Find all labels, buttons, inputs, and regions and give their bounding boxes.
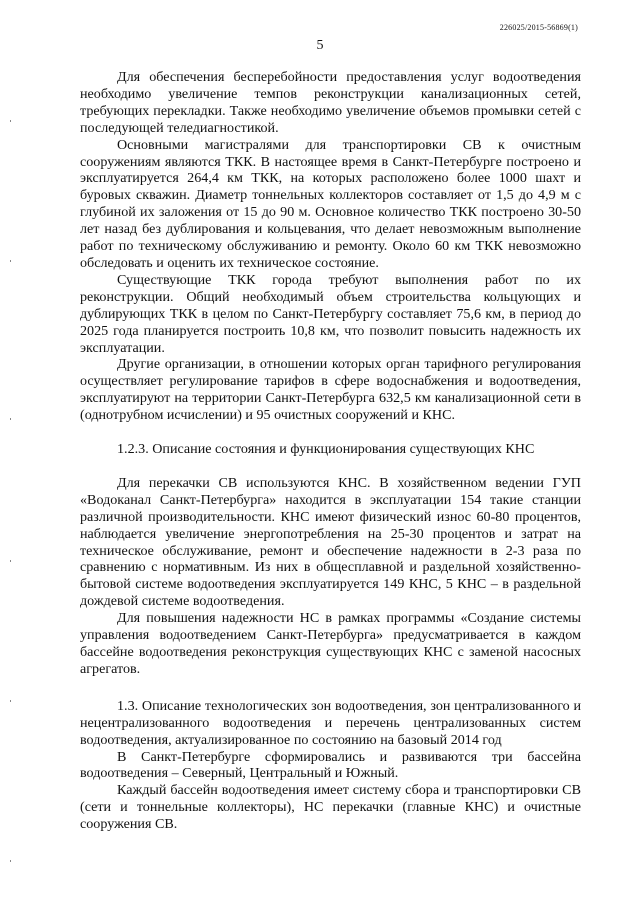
scan-edge-marks bbox=[10, 0, 12, 905]
paragraph: Для обеспечения бесперебойности предоставления услуг водоотведения необходимо увеличение темпов реконструкции канализационных сетей, требующих перекладки. Также необходимо увеличение объемов промывки сетей с последующей теледиагностикой. bbox=[80, 69, 581, 136]
paragraph: Каждый бассейн водоотведения имеет систему сбора и транспортировки СВ (сети и тоннельные коллекторы), НС перекачки (главные КНС) и очистные сооружения СВ. bbox=[80, 782, 581, 833]
paragraph: В Санкт-Петербурге сформировались и развиваются три бассейна водоотведения – Северный, Центральный и Южный. bbox=[80, 748, 581, 782]
paragraph: Существующие ТКК города требуют выполнения работ по их реконструкции. Общий необходимый объем строительства кольцующих и дублирующих ТКК в целом по Санкт-Петербургу составляет 75,6 км, в период до 2025 года планируется построить 10,8 км, что позволит повысить надежность их эксплуатации. bbox=[80, 271, 581, 356]
section-heading-1-2-3: 1.2.3. Описание состояния и функционирования существующих КНС bbox=[117, 441, 535, 458]
page-number: 5 bbox=[316, 38, 324, 53]
document-id: 226025/2015-56869(1) bbox=[499, 23, 578, 32]
section-heading-1-3: 1.3. Описание технологических зон водоотведения, зон централизованного и нецентрализованного водоотведения и перечень централизованных систем водоотведения, актуализированное по состоянию на базовый 2014 год bbox=[80, 697, 581, 748]
paragraph: Для повышения надежности НС в рамках программы «Создание системы управления водоотведением Санкт-Петербурга» предусматривается в каждом бассейне водоотведения реконструкция существующих КНС с заменой насосных агрегатов. bbox=[80, 610, 581, 677]
document-body bbox=[80, 69, 581, 833]
paragraph: Другие организации, в отношении которых орган тарифного регулирования осуществляет регулирование тарифов в сфере водоснабжения и водоотведения, эксплуатируют на территории Санкт-Петербурга 632,5 км канализационной сети в (однотрубном исчислении) и 95 очистных сооружений и КНС. bbox=[80, 356, 581, 424]
paragraph: Основными магистралями для транспортировки СВ к очистным сооружениям являются ТКК. В настоящее время в Санкт-Петербурге построено и эксплуатируется 264,4 км ТКК, на которых расположено более 1000 шахт и буровых скважин. Диаметр тоннельных коллекторов составляет от 1,5 до 4,9 м с глубиной их заложения от 15 до 90 м. Основное количество ТКК построено 30-50 лет назад без дублирования и кольцевания, что делает невозможным выполнение работ по техническому обслуживанию и ремонту. Около 60 км ТКК невозможно обследовать и оценить их техническое состояние. bbox=[80, 136, 581, 271]
paragraph: Для перекачки СВ используются КНС. В хозяйственном ведении ГУП «Водоканал Санкт-Петербурга» находится в эксплуатации 154 такие станции различной производительности. КНС имеют физический износ 60-80 процентов, наблюдается увеличение энергопотребления на 25-30 процентов и затрат на техническое обслуживание, ремонт и обеспечение надежности в 2-3 раза по сравнению с нормативным. Из них в общесплавной и раздельной хозяйственно-бытовой системе водоотведения эксплуатируется 149 КНС, 5 КНС – в раздельной дождевой системе водоотведения. bbox=[80, 474, 581, 610]
